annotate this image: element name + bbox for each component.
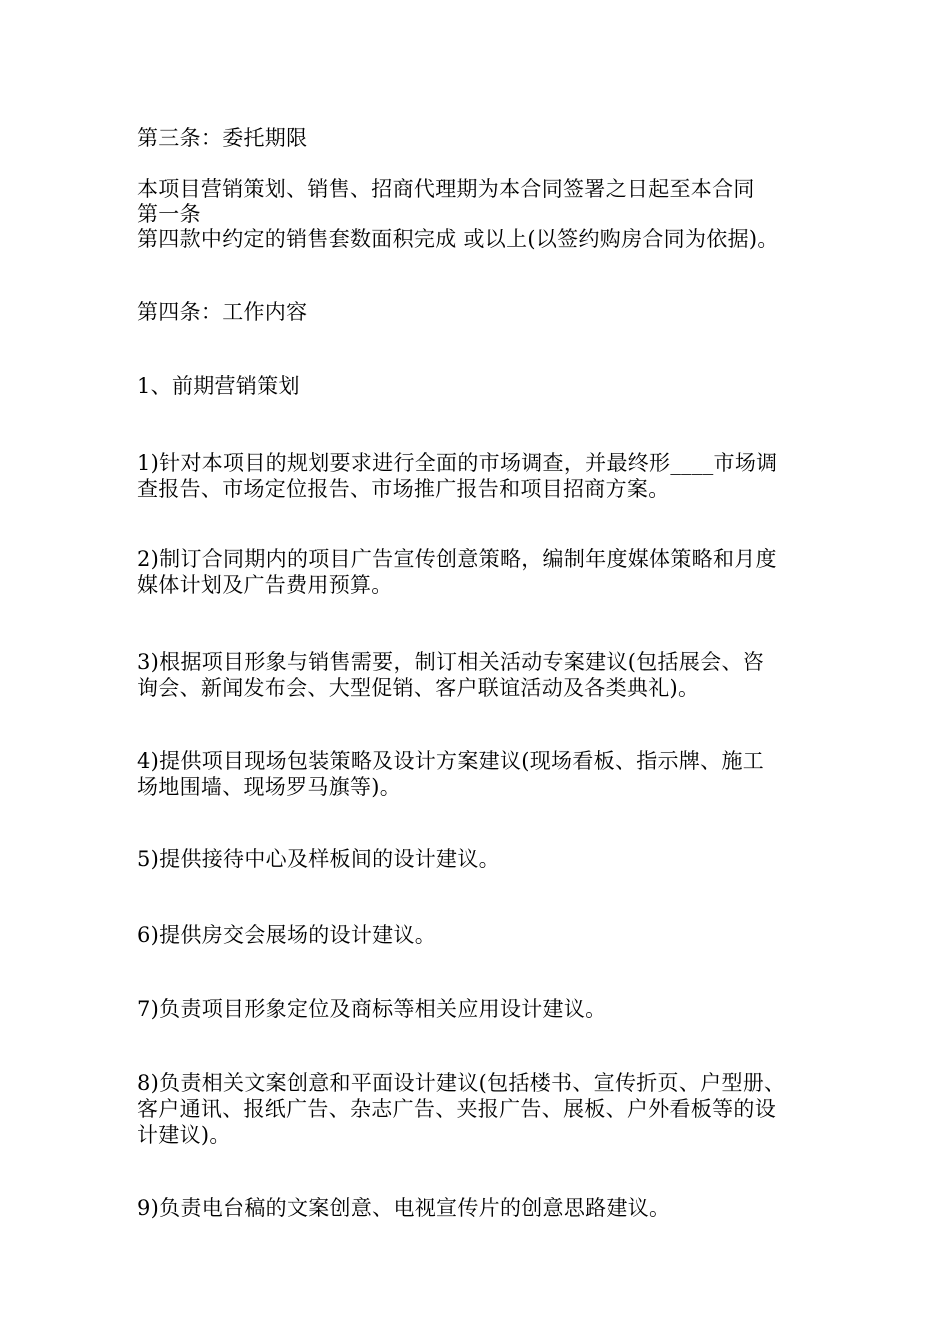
item-1-line-1: 1)针对本项目的规划要求进行全面的市场调查，并最终形____市场调 bbox=[137, 451, 778, 475]
item-4-line-2: 场地围墙、现场罗马旗等)。 bbox=[137, 775, 402, 799]
item-8-line-3: 计建议)。 bbox=[137, 1123, 231, 1147]
item-7-line-1: 7)负责项目形象定位及商标等相关应用设计建议。 bbox=[137, 997, 607, 1021]
item-3-line-2: 询会、新闻发布会、大型促销、客户联谊活动及各类典礼)。 bbox=[137, 676, 700, 700]
article3-body-line-2: 第一条 bbox=[137, 202, 201, 226]
item-3-line-1: 3)根据项目形象与销售需要，制订相关活动专案建议(包括展会、咨 bbox=[137, 650, 765, 674]
item-8-line-2: 客户通讯、报纸广告、杂志广告、夹报广告、展板、户外看板等的设 bbox=[137, 1097, 776, 1121]
item-5-line-1: 5)提供接待中心及样板间的设计建议。 bbox=[137, 847, 500, 871]
item-9-line-1: 9)负责电台稿的文案创意、电视宣传片的创意思路建议。 bbox=[137, 1196, 671, 1220]
item-2-line-1: 2)制订合同期内的项目广告宣传创意策略，编制年度媒体策略和月度 bbox=[137, 547, 777, 571]
article3-body-line-3: 第四款中约定的销售套数面积完成 或以上(以签约购房合同为依据)。 bbox=[137, 227, 779, 251]
article3-heading: 第三条：委托期限 bbox=[137, 126, 308, 150]
item-4-line-1: 4)提供项目现场包装策略及设计方案建议(现场看板、指示牌、施工 bbox=[137, 749, 765, 773]
item-8-line-1: 8)负责相关文案创意和平面设计建议(包括楼书、宣传折页、户型册、 bbox=[137, 1071, 786, 1095]
item-2-line-2: 媒体计划及广告费用预算。 bbox=[137, 573, 393, 597]
article4-heading: 第四条：工作内容 bbox=[137, 300, 308, 324]
article3-body-line-1: 本项目营销策划、销售、招商代理期为本合同签署之日起至本合同 bbox=[137, 177, 755, 201]
section1-heading: 1、前期营销策划 bbox=[137, 374, 300, 398]
item-6-line-1: 6)提供房交会展场的设计建议。 bbox=[137, 923, 437, 947]
item-1-line-2: 查报告、市场定位报告、市场推广报告和项目招商方案。 bbox=[137, 477, 670, 501]
